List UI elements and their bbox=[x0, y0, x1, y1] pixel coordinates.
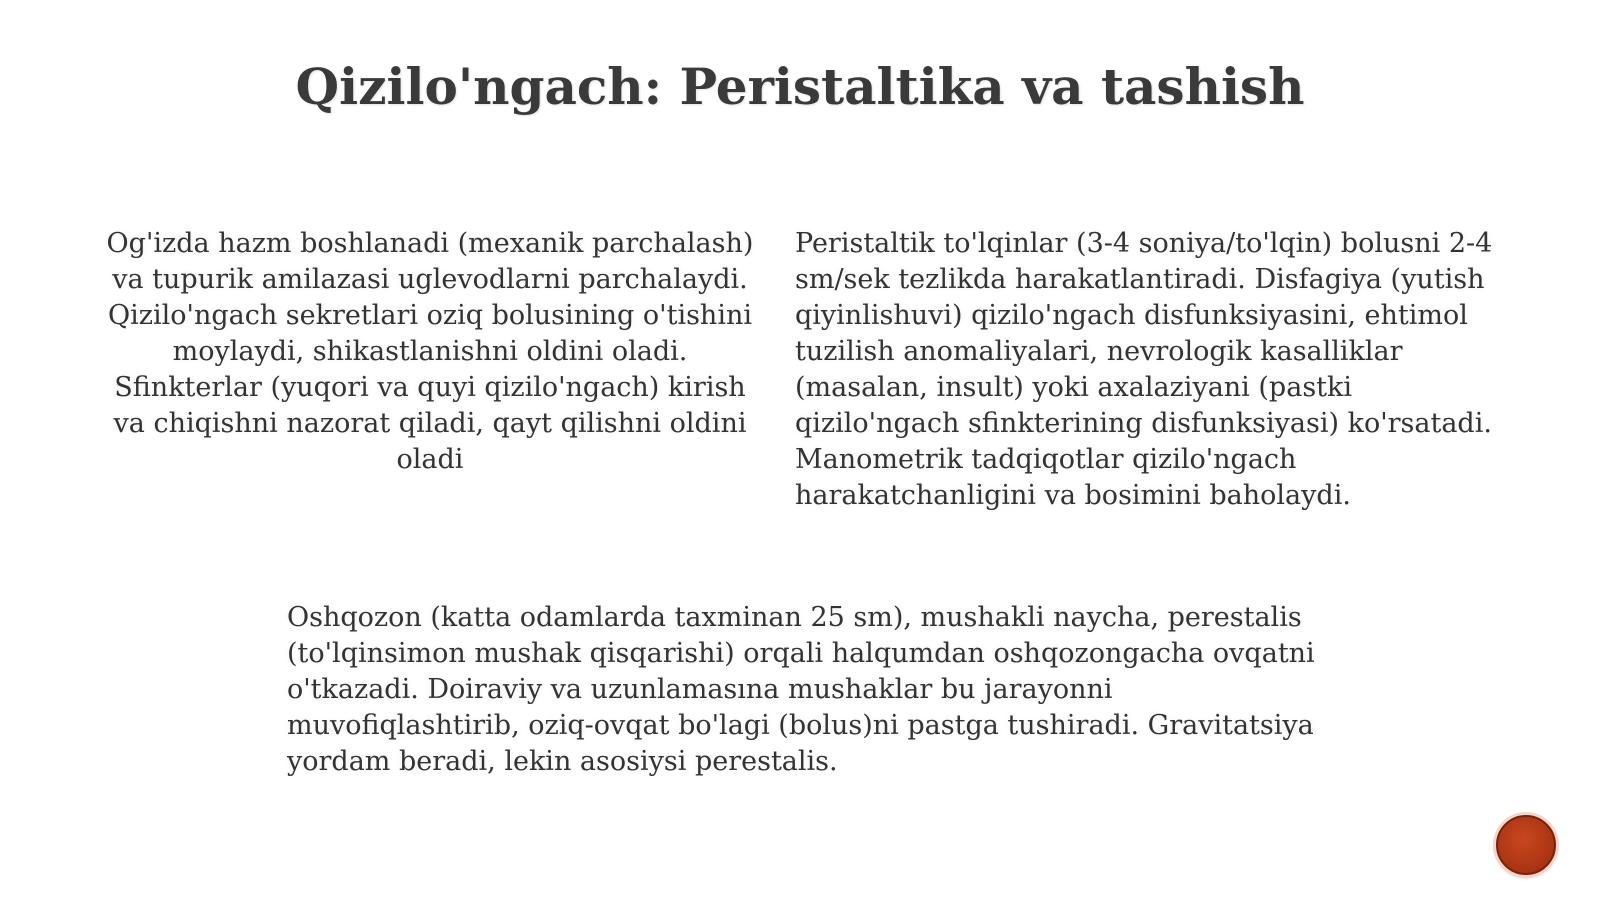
next-slide-button[interactable] bbox=[1496, 815, 1556, 875]
bottom-text-block: Oshqozon (katta odamlarda taxminan 25 sm), mushakli naycha, perestalis (to'lqinsimon mushak qisqarishi) orqali halqumdan oshqozongacha ovqatni o'tkazadi. Doiraviy va uzunlamasına mushaklar bu jarayonni muvofiqlashtirib, oziq-ovqat bo'lagi (bolus)ni pastga tushiradi. Gravitatsiya yordam beradi, lekin asosiysi perestalis. bbox=[287, 602, 1315, 777]
slide-title: Qizilo'ngach: Peristaltika va tashish bbox=[295, 57, 1305, 116]
left-text-block: Og'izda hazm boshlanadi (mexanik parchalash) va tupurik amilazasi uglevodlarni parchalaydi. Qizilo'ngach sekretlari oziq bolusining o'tishini moylaydi, shikastlanishni oldini oladi. Sfinkterlar (yuqori va quyi qizilo'ngach) kirish va chiqishni nazorat qiladi, qayt qilishni oldini oladi bbox=[106, 228, 754, 475]
right-text-block: Peristaltik to'lqinlar (3-4 soniya/to'lqin) bolusni 2-4 sm/sek tezlikda harakatlantiradi. Disfagiya (yutish qiyinlishuvi) qizilo'ngach disfunksiyasini, ehtimol tuzilish anomaliyalari, nevrologik kasalliklar (masalan, insult) yoki axalaziyani (pastki qizilo'ngach sfinkterining disfunksiyasi) ko'rsatadi. Manometrik tadqiqotlar qizilo'ngach harakatchanligini va bosimini baholaydi. bbox=[795, 228, 1493, 511]
